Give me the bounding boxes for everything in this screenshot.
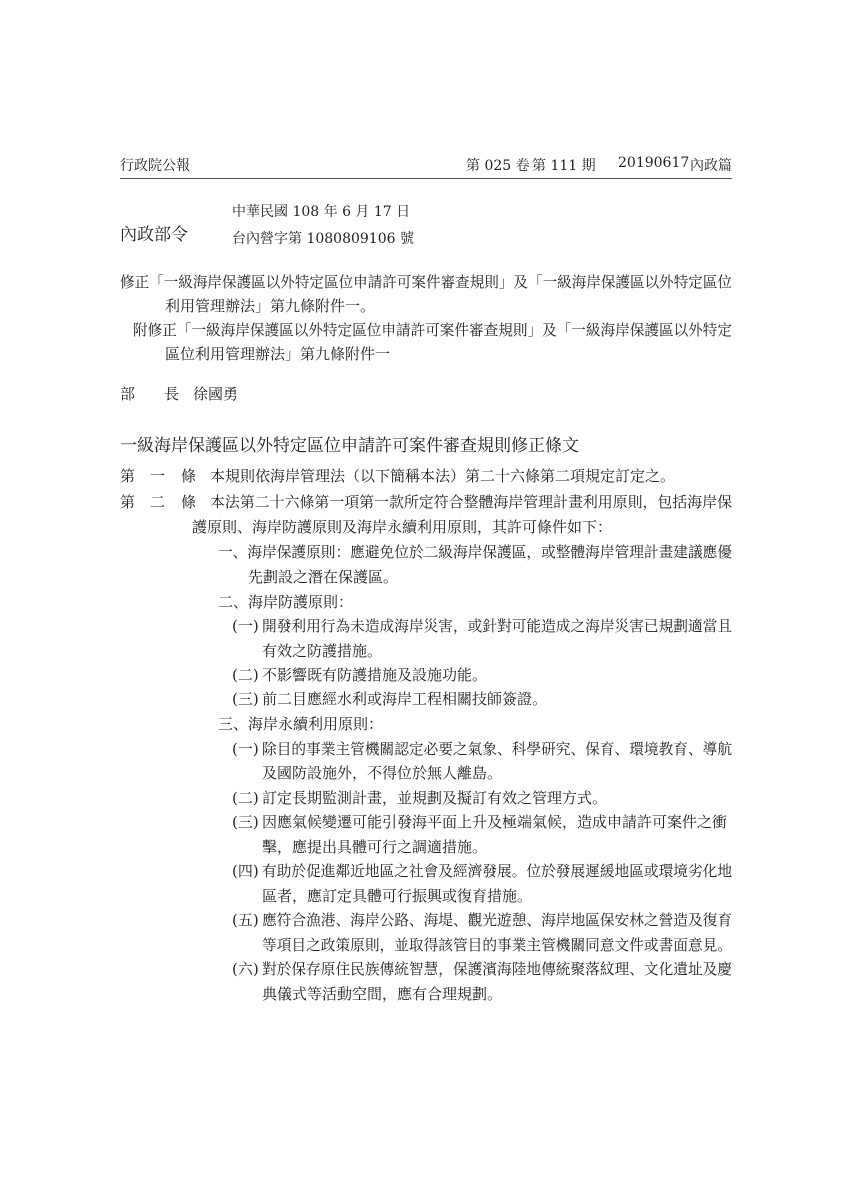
item-3-heading: 三、海岸永續利用原則： (218, 715, 384, 733)
item-3-6-label: (六) (232, 960, 259, 978)
minister-title-char-2: 長 (164, 385, 180, 403)
volume-number: 第 025 卷 (466, 158, 530, 174)
article-1-label-3: 條 (181, 467, 197, 485)
item-3-3-line-2: 擊，應提出具體可行之調適措施。 (262, 838, 488, 856)
minister-title-char-1: 部 (120, 385, 136, 403)
item-3-4-line-2: 區者，應訂定具體可行振興或復育措施。 (262, 887, 533, 905)
item-2-heading: 二、海岸防護原則： (218, 593, 354, 611)
article-1-label-2: 一 (150, 467, 166, 485)
item-3-4-label: (四) (232, 862, 259, 880)
article-2-label-1: 第 (120, 493, 136, 511)
article-1-text: 本規則依海岸管理法（以下簡稱本法）第二十六條第二項規定訂定之。 (210, 467, 676, 485)
item-3-6-line-1: 對於保存原住民族傳統智慧，保護濱海陸地傳統聚落紋理、文化遺址及慶 (262, 960, 733, 978)
article-2-text-2: 護原則、海岸防護原則及海岸永續利用原則，其許可條件如下： (192, 518, 613, 536)
item-2-2-label: (二) (232, 666, 259, 684)
attachment-line-2: 區位利用管理辦法」第九條附件一 (165, 345, 391, 363)
item-2-3-line-1: 前二目應經水利或海岸工程相關技師簽證。 (262, 690, 548, 708)
item-3-1-line-1: 除目的事業主管機關認定必要之氣象、科學研究、保育、環境教育、導航 (262, 740, 733, 758)
item-3-6-line-2: 典儀式等活動空間，應有合理規劃。 (262, 985, 503, 1003)
item-1-line-2: 先劃設之潛在保護區。 (248, 568, 399, 586)
item-3-2-label: (二) (232, 789, 259, 807)
item-3-1-line-2: 及國防設施外，不得位於無人離島。 (262, 764, 503, 782)
publish-date: 20190617 (618, 155, 690, 171)
header-rule (120, 178, 732, 179)
item-2-2-line-1: 不影響既有防護措施及設施功能。 (262, 666, 488, 684)
item-2-1-line-2: 有效之防護措施。 (262, 642, 383, 660)
section-name: 內政篇 (690, 158, 732, 174)
decree-date: 中華民國 108 年 6 月 17 日 (232, 204, 411, 220)
article-1-label-1: 第 (120, 467, 136, 485)
item-2-1-label: (一) (232, 617, 259, 635)
amendment-line-2: 利用管理辦法」第九條附件一。 (165, 297, 376, 315)
decree-number: 台內營字第 1080809106 號 (232, 231, 414, 247)
item-3-5-line-2: 等項目之政策原則，並取得該管目的事業主管機關同意文件或書面意見。 (262, 936, 733, 954)
item-3-1-label: (一) (232, 740, 259, 758)
article-2-label-3: 條 (181, 493, 197, 511)
minister-name: 徐國勇 (193, 385, 239, 403)
item-3-3-label: (三) (232, 813, 259, 831)
article-2-label-2: 二 (150, 493, 166, 511)
item-3-4-line-1: 有助於促進鄰近地區之社會及經濟發展。位於發展遲緩地區或環境劣化地 (262, 862, 733, 880)
item-1-line-1: 一、海岸保護原則：應避免位於二級海岸保護區，或整體海岸管理計畫建議應優 (218, 543, 733, 561)
attachment-line-1: 附修正「一級海岸保護區以外特定區位申請許可案件審查規則」及「一級海岸保護區以外特定 (133, 321, 733, 339)
decree-label: 內政部令 (120, 225, 188, 245)
issue-number: 第 111 期 (532, 158, 596, 174)
publication-name: 行政院公報 (120, 158, 190, 174)
article-2-text-1: 本法第二十六條第一項第一款所定符合整體海岸管理計畫利用原則，包括海岸保 (210, 493, 733, 511)
item-3-5-line-1: 應符合漁港、海岸公路、海堤、觀光遊憩、海岸地區保安林之營造及復育 (262, 911, 733, 929)
amendment-line-1: 修正「一級海岸保護區以外特定區位申請許可案件審查規則」及「一級海岸保護區以外特定區位 (120, 273, 733, 291)
item-3-3-line-1: 因應氣候變遷可能引發海平面上升及極端氣候，造成申請許可案件之衝 (262, 813, 728, 831)
document-title: 一級海岸保護區以外特定區位申請許可案件審查規則修正條文 (120, 436, 579, 456)
item-2-3-label: (三) (232, 690, 259, 708)
item-2-1-line-1: 開發利用行為未造成海岸災害，或針對可能造成之海岸災害已規劃適當且 (262, 617, 733, 635)
item-3-5-label: (五) (232, 911, 259, 929)
item-3-2-line-1: 訂定長期監測計畫，並規劃及擬訂有效之管理方式。 (262, 789, 608, 807)
